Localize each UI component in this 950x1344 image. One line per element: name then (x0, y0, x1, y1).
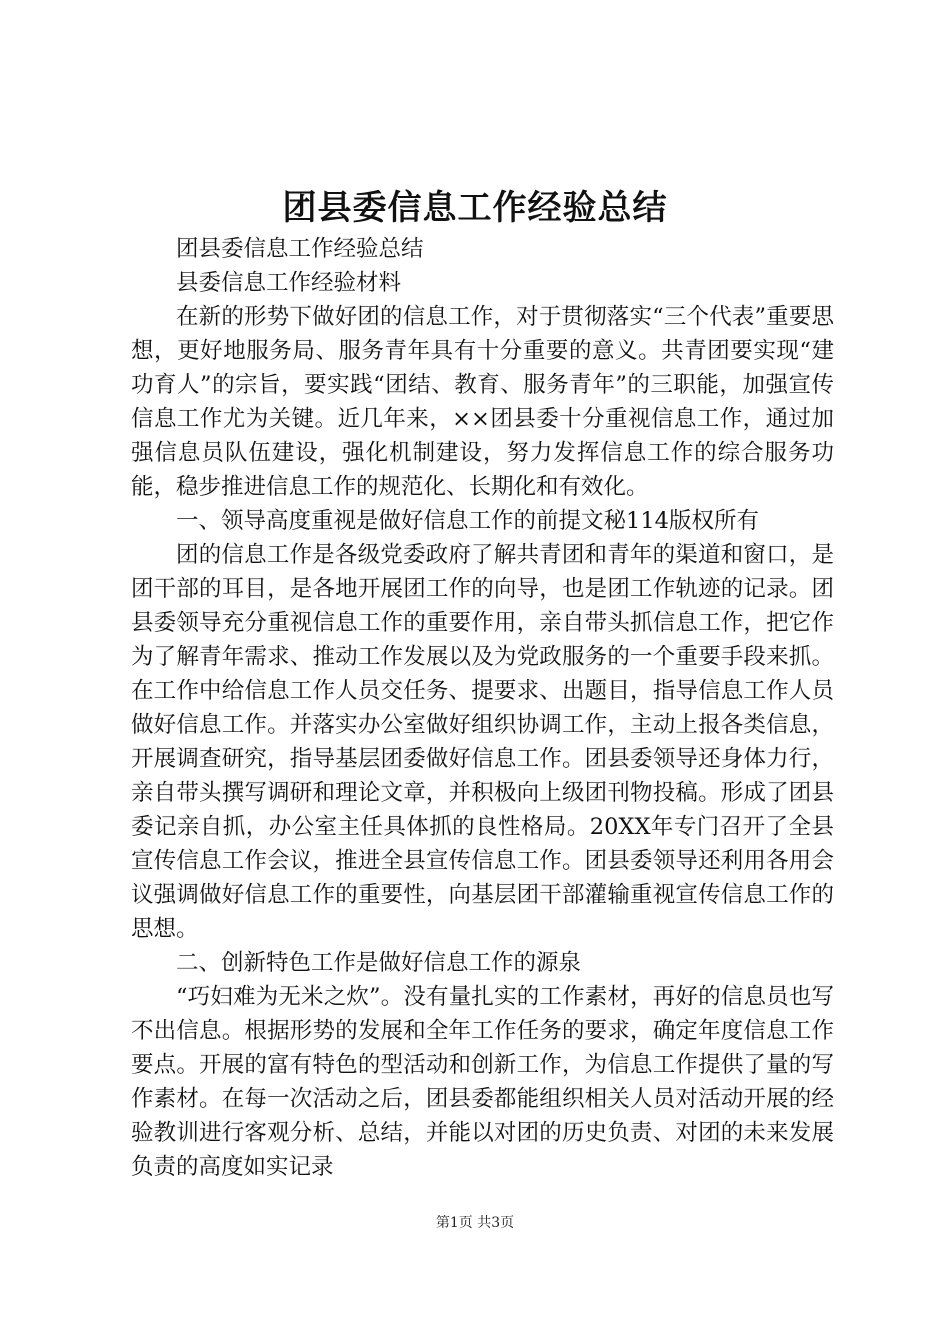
material-title-paragraph: 县委信息工作经验材料 (176, 270, 402, 296)
intro-paragraph: 在新的形势下做好团的信息工作，对于贯彻落实“三个代表”重要思想，更好地服务局、服务青年具有十分重要的意义。共青团要实现“建功育人”的宗旨，要实践“团结、教育、服务青年”的三职能，加强宣传信息工作尤为关键。近几年来，××团县委十分重视信息工作，通过加强信息员队伍建设，强化机制建设，努力发挥信息工作的综合服务功能，稳步推进信息工作的规范化、长期化和有效化。 (131, 304, 834, 500)
section-2-paragraph: “巧妇难为无米之炊”。没有量扎实的工作素材，再好的信息员也写不出信息。根据形势的发展和全年工作任务的要求，确定年度信息工作要点。开展的富有特色的型活动和创新工作，为信息工作提供了量的写作素材。在每一次活动之后，团县委都能组织相关人员对活动开展的经验教训进行客观分析、总结，并能以对团的历史负责、对团的未来发展负责的高度如实记录 (131, 984, 834, 1180)
document-body (131, 232, 834, 1184)
document-title: 团县委信息工作经验总结 (282, 188, 668, 228)
subtitle-paragraph: 团县委信息工作经验总结 (176, 236, 424, 262)
page-footer: 第1页 共3页 (435, 1215, 515, 1231)
section-1-paragraph: 团的信息工作是各级党委政府了解共青团和青年的渠道和窗口，是团干部的耳目，是各地开展团工作的向导，也是团工作轨迹的记录。团县委领导充分重视信息工作的重要作用，亲自带头抓信息工作，把它作为了解青年需求、推动工作发展以及为党政服务的一个重要手段来抓。在工作中给信息工作人员交任务、提要求、出题目，指导信息工作人员做好信息工作。并落实办公室做好组织协调工作，主动上报各类信息，开展调查研究，指导基层团委做好信息工作。团县委领导还身体力行，亲自带头撰写调研和理论文章，并积极向上级团刊物投稿。形成了团县委记亲自抓，办公室主任具体抓的良性格局。20XX年专门召开了全县宣传信息工作会议，推进全县宣传信息工作。团县委领导还利用各用会议强调做好信息工作的重要性，向基层团干部灌输重视宣传信息工作的思想。 (131, 542, 834, 942)
section-heading-2: 二、创新特色工作是做好信息工作的源泉 (176, 950, 582, 976)
section-heading-1: 一、领导高度重视是做好信息工作的前提文秘114版权所有 (176, 508, 759, 534)
